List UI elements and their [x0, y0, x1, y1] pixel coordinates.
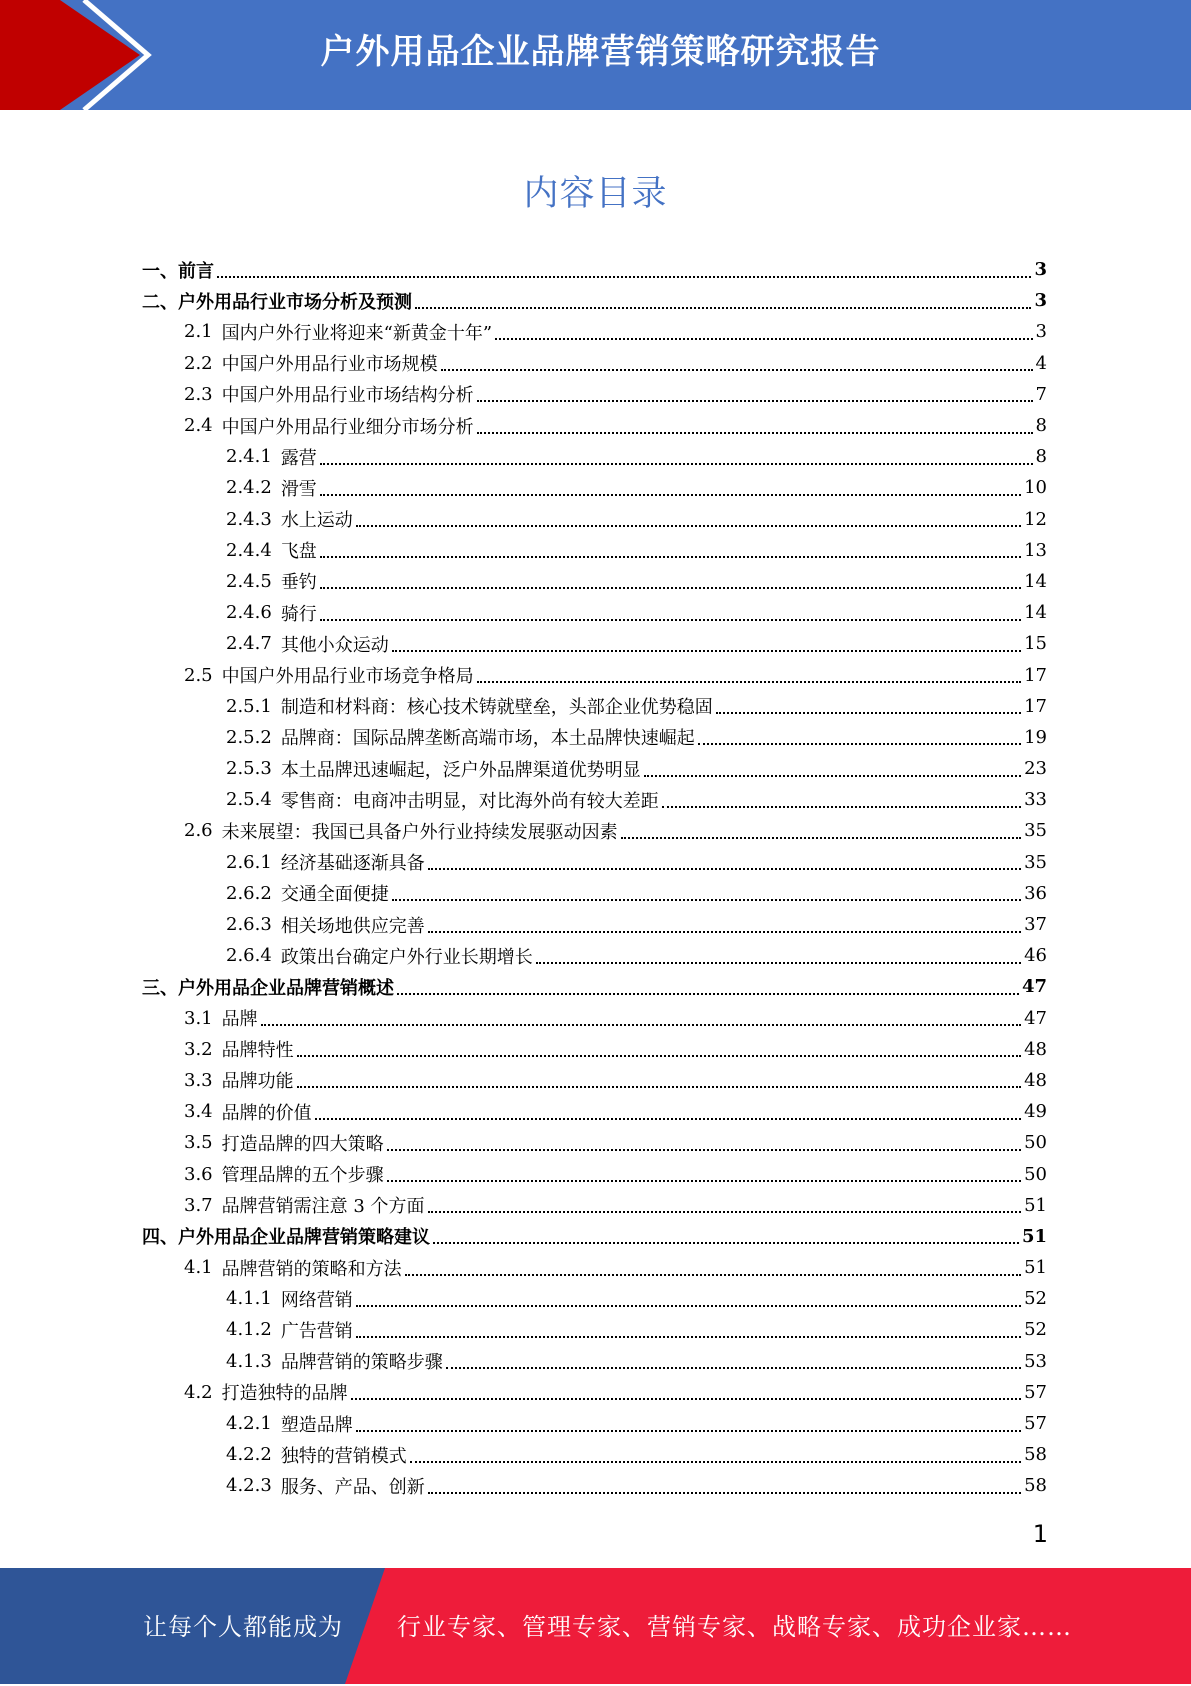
toc-entry[interactable]	[142, 753, 1047, 784]
toc-dot-leader	[397, 993, 1019, 995]
toc-entry-page: 46	[1024, 945, 1047, 967]
toc-entry-page: 51	[1024, 1194, 1047, 1216]
toc-entry-title: 政策出台确定户外行业长期增长	[280, 946, 533, 968]
toc-entry-number: 4.1	[184, 1257, 213, 1279]
toc-entry[interactable]	[142, 410, 1047, 441]
toc-entry-title: 品牌营销的策略和方法	[221, 1258, 402, 1280]
toc-entry-title: 零售商：电商冲击明显，对比海外尚有较大差距	[280, 790, 659, 812]
toc-entry-page: 13	[1024, 539, 1047, 561]
toc-entry-page: 50	[1024, 1163, 1047, 1185]
toc-entry-page: 49	[1024, 1101, 1047, 1123]
toc-entry-page: 35	[1024, 820, 1047, 842]
toc-entry-title: 滑雪	[280, 478, 317, 500]
toc-entry-page: 17	[1024, 695, 1047, 717]
toc-entry-title: 打造品牌的四大策略	[221, 1133, 384, 1155]
toc-dot-leader	[716, 712, 1021, 714]
toc-entry-title: 本土品牌迅速崛起，泛户外品牌渠道优势明显	[280, 759, 641, 781]
toc-entry[interactable]	[142, 940, 1047, 971]
toc-dot-leader	[446, 1367, 1021, 1369]
toc-entry[interactable]	[142, 722, 1047, 753]
toc-dot-leader	[477, 681, 1021, 683]
toc-entry-title: 网络营销	[280, 1289, 353, 1311]
toc-entry-title: 品牌	[221, 1009, 258, 1031]
toc-dot-leader	[392, 899, 1021, 901]
toc-entry-page: 53	[1024, 1350, 1047, 1372]
toc-entry-page: 52	[1024, 1288, 1047, 1310]
toc-entry-title: 四、户外用品企业品牌营销策略建议	[142, 1227, 430, 1249]
toc-entry-number: 2.6.2	[226, 882, 272, 904]
toc-dot-leader	[428, 868, 1021, 870]
toc-entry[interactable]	[142, 847, 1047, 878]
toc-entry[interactable]	[142, 878, 1047, 909]
toc-entry[interactable]	[142, 441, 1047, 472]
toc-dot-leader	[356, 1430, 1021, 1432]
toc-entry-page: 17	[1024, 664, 1047, 686]
toc-entry-title: 品牌营销需注意 3 个方面	[221, 1196, 425, 1218]
toc-entry[interactable]	[142, 1127, 1047, 1158]
toc-entry[interactable]	[142, 597, 1047, 628]
toc-entry-number: 2.2	[184, 352, 213, 374]
toc-entry[interactable]	[142, 254, 1047, 285]
toc-entry-page: 3	[1034, 259, 1047, 281]
toc-dot-leader	[410, 1461, 1021, 1463]
toc-entry-number: 3.1	[184, 1007, 213, 1029]
toc-entry[interactable]	[142, 909, 1047, 940]
toc-entry-number: 2.4.6	[226, 602, 272, 624]
toc-entry-page: 47	[1021, 976, 1047, 998]
toc-entry-title: 经济基础逐渐具备	[280, 853, 425, 875]
toc-entry[interactable]	[142, 1221, 1047, 1252]
toc-entry-title: 三、户外用品企业品牌营销概述	[142, 977, 394, 999]
toc-entry-page: 33	[1024, 789, 1047, 811]
toc-entry-title: 塑造品牌	[280, 1414, 353, 1436]
header-band	[0, 0, 1191, 110]
toc-dot-leader	[356, 1336, 1021, 1338]
toc-entry[interactable]	[142, 379, 1047, 410]
toc-entry-number: 3.6	[184, 1163, 213, 1185]
toc-entry[interactable]	[142, 691, 1047, 722]
toc-entry-page: 58	[1024, 1475, 1047, 1497]
toc-entry[interactable]	[142, 1439, 1047, 1470]
toc-entry[interactable]	[142, 1283, 1047, 1314]
toc-entry-number: 2.4.2	[226, 477, 272, 499]
toc-entry[interactable]	[142, 815, 1047, 846]
toc-entry-title: 其他小众运动	[280, 634, 389, 656]
footer-tagline: 行业专家、管理专家、营销专家、战略专家、成功企业家……	[397, 1613, 1072, 1641]
toc-entry-number: 2.5.3	[226, 758, 272, 780]
toc-dot-leader	[698, 743, 1021, 745]
toc-dot-leader	[477, 400, 1033, 402]
toc-entry-page: 23	[1024, 758, 1047, 780]
toc-entry[interactable]	[142, 1314, 1047, 1345]
toc-entry-page: 51	[1021, 1225, 1047, 1247]
footer-slogan: 让每个人都能成为	[143, 1613, 343, 1641]
toc-entry-page: 52	[1024, 1319, 1047, 1341]
toc-entry[interactable]	[142, 566, 1047, 597]
toc-entry[interactable]	[142, 1190, 1047, 1221]
table-of-contents	[142, 254, 1047, 1502]
toc-entry-title: 品牌功能	[221, 1071, 294, 1093]
toc-entry-page: 50	[1024, 1132, 1047, 1154]
toc-entry-title: 国内户外行业将迎来“新黄金十年”	[221, 322, 493, 344]
toc-entry[interactable]	[142, 628, 1047, 659]
toc-dot-leader	[415, 307, 1031, 309]
toc-dot-leader	[536, 962, 1021, 964]
toc-entry-number: 2.4.5	[226, 570, 272, 592]
toc-entry-number: 2.6	[184, 820, 213, 842]
toc-entry-title: 水上运动	[280, 510, 353, 532]
toc-dot-leader	[433, 1242, 1019, 1244]
toc-entry[interactable]	[142, 504, 1047, 535]
toc-heading: 内容目录	[523, 174, 668, 214]
toc-entry-title: 相关场地供应完善	[280, 915, 425, 937]
toc-entry[interactable]	[142, 316, 1047, 347]
toc-entry-page: 58	[1024, 1444, 1047, 1466]
toc-entry-title: 二、户外用品行业市场分析及预测	[142, 291, 412, 313]
toc-entry-title: 中国户外用品行业市场规模	[221, 354, 438, 376]
toc-dot-leader	[405, 1274, 1021, 1276]
toc-dot-leader	[320, 494, 1021, 496]
toc-entry-number: 2.4.7	[226, 633, 272, 655]
toc-entry[interactable]	[142, 472, 1047, 503]
toc-entry[interactable]	[142, 659, 1047, 690]
toc-dot-leader	[217, 276, 1031, 278]
toc-dot-leader	[320, 587, 1021, 589]
toc-dot-leader	[495, 338, 1033, 340]
toc-entry[interactable]	[142, 1003, 1047, 1034]
toc-dot-leader	[261, 1024, 1021, 1026]
toc-entry[interactable]	[142, 1034, 1047, 1065]
toc-entry-number: 2.5.4	[226, 789, 272, 811]
toc-entry[interactable]	[142, 1158, 1047, 1189]
toc-entry-title: 未来展望：我国已具备户外行业持续发展驱动因素	[221, 821, 618, 843]
footer-band	[0, 1568, 1191, 1684]
page-number: 1	[1032, 1520, 1048, 1548]
toc-entry-page: 4	[1035, 352, 1047, 374]
toc-dot-leader	[662, 806, 1021, 808]
toc-dot-leader	[315, 1118, 1021, 1120]
toc-entry-title: 管理品牌的五个步骤	[221, 1165, 384, 1187]
toc-dot-leader	[392, 650, 1021, 652]
toc-entry-title: 露营	[280, 447, 317, 469]
toc-entry-title: 制造和材料商：核心技术铸就壁垒，头部企业优势稳固	[280, 697, 713, 719]
toc-entry-page: 8	[1035, 446, 1047, 468]
toc-entry[interactable]	[142, 348, 1047, 379]
toc-entry-number: 4.2	[184, 1381, 213, 1403]
toc-entry-page: 3	[1034, 290, 1047, 312]
toc-entry-page: 35	[1024, 851, 1047, 873]
toc-entry-number: 3.5	[184, 1132, 213, 1154]
toc-entry-title: 中国户外用品行业市场结构分析	[221, 385, 474, 407]
toc-entry[interactable]	[142, 1408, 1047, 1439]
toc-dot-leader	[644, 775, 1021, 777]
toc-entry-page: 8	[1035, 415, 1047, 437]
toc-entry-page: 7	[1035, 383, 1047, 405]
toc-dot-leader	[428, 931, 1021, 933]
toc-dot-leader	[356, 1305, 1021, 1307]
toc-entry-page: 19	[1024, 726, 1047, 748]
toc-entry-page: 14	[1024, 570, 1047, 592]
toc-entry-number: 3.2	[184, 1038, 213, 1060]
toc-entry-number: 2.4.1	[226, 446, 272, 468]
toc-entry-number: 2.4.4	[226, 539, 272, 561]
toc-entry[interactable]	[142, 285, 1047, 316]
toc-entry-number: 4.1.3	[226, 1350, 272, 1372]
toc-dot-leader	[477, 432, 1033, 434]
toc-entry-number: 2.4.3	[226, 508, 272, 530]
toc-dot-leader	[297, 1055, 1021, 1057]
toc-dot-leader	[320, 556, 1021, 558]
toc-entry[interactable]	[142, 1096, 1047, 1127]
toc-entry-page: 57	[1024, 1413, 1047, 1435]
toc-dot-leader	[387, 1180, 1021, 1182]
toc-entry-title: 品牌商：国际品牌垄断高端市场，本土品牌快速崛起	[280, 728, 695, 750]
toc-entry-page: 57	[1024, 1381, 1047, 1403]
toc-entry-page: 10	[1024, 477, 1047, 499]
toc-entry[interactable]	[142, 784, 1047, 815]
toc-entry-title: 垂钓	[280, 572, 317, 594]
toc-entry-page: 47	[1024, 1007, 1047, 1029]
toc-entry-page: 15	[1024, 633, 1047, 655]
toc-entry-number: 3.7	[184, 1194, 213, 1216]
toc-entry[interactable]	[142, 1470, 1047, 1501]
toc-entry-number: 4.1.1	[226, 1288, 272, 1310]
toc-dot-leader	[320, 463, 1033, 465]
toc-entry-number: 2.6.1	[226, 851, 272, 873]
toc-entry-number: 2.6.3	[226, 914, 272, 936]
toc-dot-leader	[428, 1492, 1021, 1494]
toc-entry[interactable]	[142, 971, 1047, 1002]
toc-entry-number: 4.2.1	[226, 1413, 272, 1435]
toc-entry-title: 中国户外用品行业细分市场分析	[221, 416, 474, 438]
toc-entry-title: 一、前言	[142, 260, 214, 282]
toc-entry-page: 14	[1024, 602, 1047, 624]
toc-entry-title: 品牌特性	[221, 1040, 294, 1062]
toc-entry-number: 2.6.4	[226, 945, 272, 967]
toc-entry-title: 骑行	[280, 603, 317, 625]
toc-dot-leader	[441, 369, 1033, 371]
toc-entry-page: 3	[1035, 321, 1047, 343]
toc-entry-title: 品牌营销的策略步骤	[280, 1352, 443, 1374]
toc-entry[interactable]	[142, 1252, 1047, 1283]
toc-entry-title: 交通全面便捷	[280, 884, 389, 906]
toc-dot-leader	[351, 1398, 1021, 1400]
toc-entry-page: 51	[1024, 1257, 1047, 1279]
toc-entry-page: 12	[1024, 508, 1047, 530]
toc-entry-page: 48	[1024, 1038, 1047, 1060]
toc-entry[interactable]	[142, 1377, 1047, 1408]
toc-entry-number: 3.3	[184, 1069, 213, 1091]
toc-entry-number: 2.5	[184, 664, 213, 686]
toc-entry-number: 2.5.2	[226, 726, 272, 748]
toc-entry-number: 2.4	[184, 415, 213, 437]
toc-entry-title: 打造独特的品牌	[221, 1383, 348, 1405]
toc-dot-leader	[356, 525, 1021, 527]
toc-entry-title: 飞盘	[280, 541, 317, 563]
toc-dot-leader	[621, 837, 1021, 839]
toc-entry-number: 4.1.2	[226, 1319, 272, 1341]
toc-entry-number: 2.3	[184, 383, 213, 405]
toc-entry-title: 广告营销	[280, 1320, 353, 1342]
toc-entry[interactable]	[142, 1346, 1047, 1377]
toc-entry-page: 48	[1024, 1069, 1047, 1091]
toc-entry-title: 独特的营销模式	[280, 1445, 407, 1467]
toc-entry-title: 服务、产品、创新	[280, 1476, 425, 1498]
toc-entry[interactable]	[142, 1065, 1047, 1096]
toc-entry-title: 品牌的价值	[221, 1102, 312, 1124]
toc-entry-title: 中国户外用品行业市场竞争格局	[221, 666, 474, 688]
toc-dot-leader	[428, 1211, 1022, 1213]
toc-entry-number: 4.2.2	[226, 1444, 272, 1466]
toc-entry-page: 36	[1024, 882, 1047, 904]
toc-entry-number: 2.1	[184, 321, 213, 343]
toc-entry-page: 37	[1024, 914, 1047, 936]
report-title: 户外用品企业品牌营销策略研究报告	[320, 32, 881, 72]
toc-dot-leader	[387, 1149, 1021, 1151]
toc-entry[interactable]	[142, 535, 1047, 566]
toc-entry-number: 2.5.1	[226, 695, 272, 717]
toc-entry-number: 3.4	[184, 1101, 213, 1123]
toc-dot-leader	[297, 1086, 1021, 1088]
toc-entry-number: 4.2.3	[226, 1475, 272, 1497]
toc-dot-leader	[320, 619, 1021, 621]
